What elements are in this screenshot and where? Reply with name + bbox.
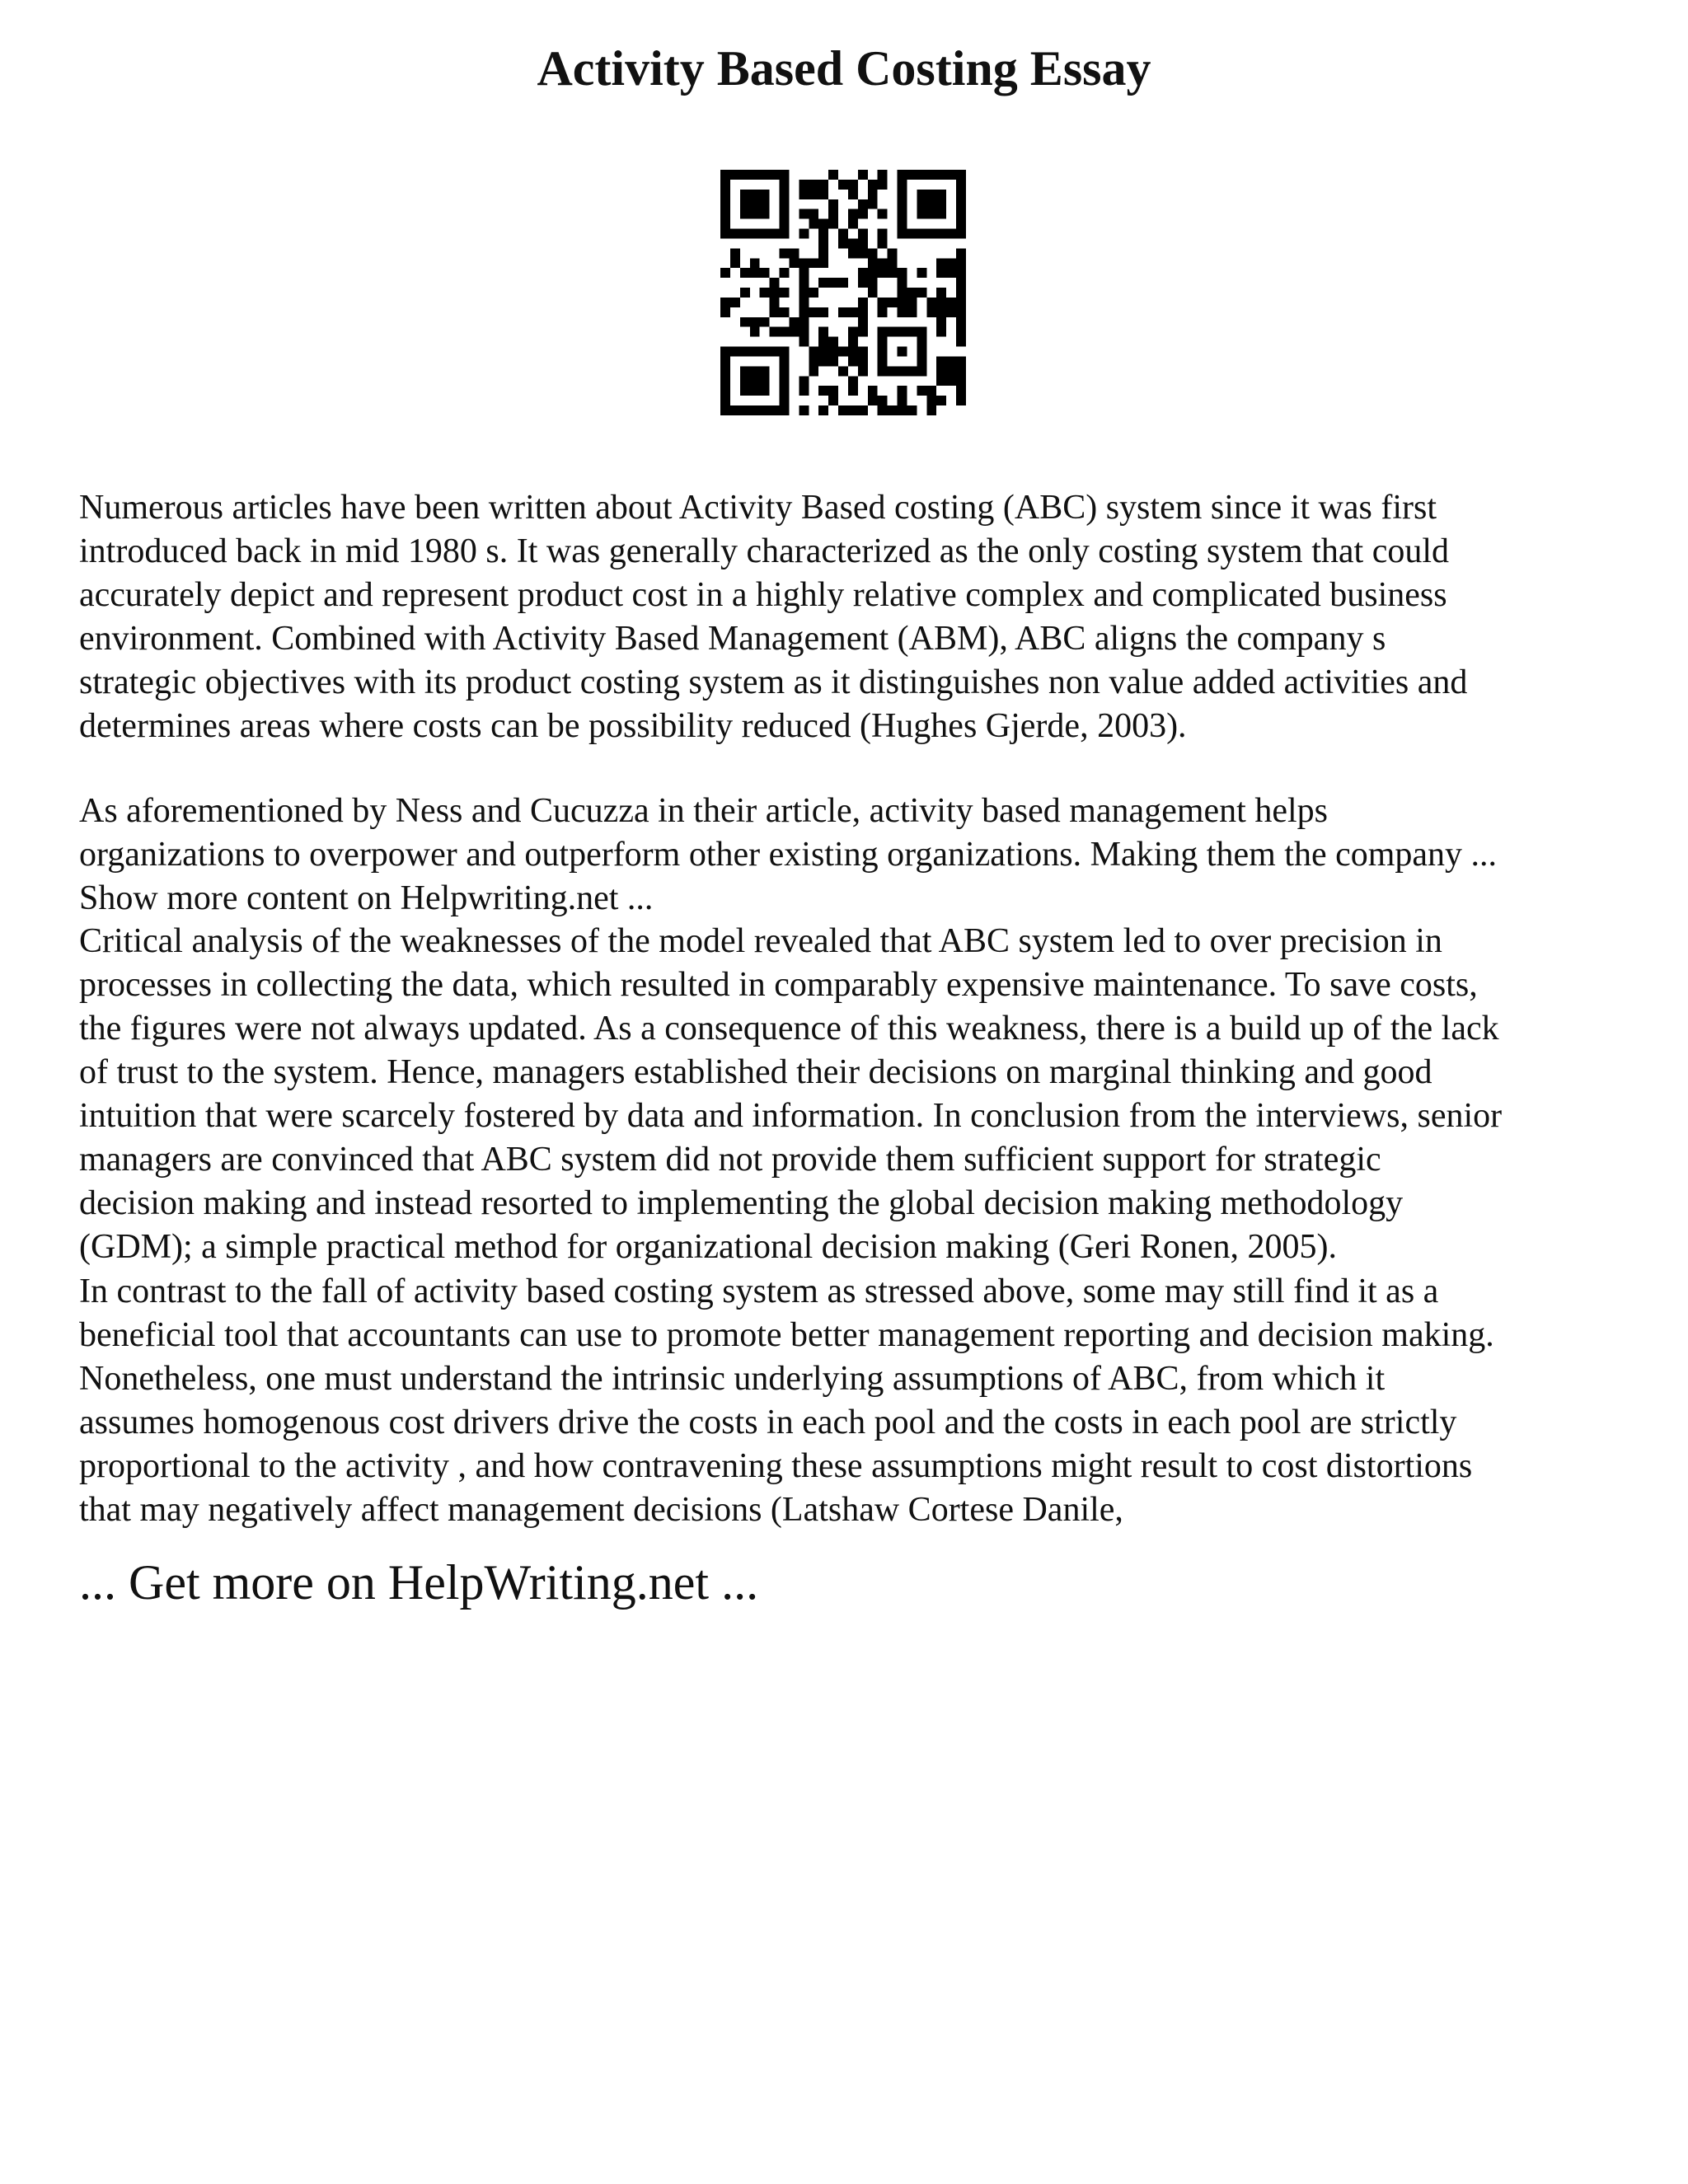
qr-code-image [720,170,966,415]
page-title: Activity Based Costing Essay [537,41,1151,96]
body-paragraph: Numerous articles have been written about Activity Based costing (ABC) system since it was first introduced back in mid 1980 s. It was generally characterized as the only costing system that could accurately depict and represent product cost in a highly relative complex and complicated business environment. Combined with Activity Based Management (ABM), ABC aligns the company s strategic objectives with its product costing system as it distinguishes non value added activities and determines areas where costs can be possibility reduced (Hughes Gjerde, 2003). [79,489,1468,745]
qr-code-graphic [720,170,966,415]
body-paragraph: In contrast to the fall of activity based costing system as stressed above, some may still find it as a beneficial tool that accountants can use to promote better management reporting and decision making. Nonetheless, one must understand the intrinsic underlying assumptions of ABC, from which it assumes homogenous cost drivers drive the costs in each pool and the costs in each pool are strictly proportional to the activity , and how contravening these assumptions might result to cost distortions that may negatively affect management decisions (Latshaw Cortese Danile, [79,1272,1494,1529]
body-paragraph: Critical analysis of the weaknesses of the model revealed that ABC system led to over precision in processes in collecting the data, which resulted in comparably expensive maintenance. To save costs, the figures were not always updated. As a consequence of this weakness, there is a build up of the lack of trust to the system. Hence, managers established their decisions on marginal thinking and good intuition that were scarcely fostered by data and information. In conclusion from the interviews, senior managers are convinced that ABC system did not provide them sufficient support for strategic decision making and instead resorted to implementing the global decision making methodology (GDM); a simple practical method for organizational decision making (Geri Ronen, 2005). [79,922,1503,1266]
get-more-link[interactable]: ... Get more on HelpWriting.net ... [79,1555,759,1610]
body-paragraph: As aforementioned by Ness and Cucuzza in their article, activity based management helps organizations to overpower and outperform other existing organizations. Making them the company ... Show more content on Helpwriting.net ... [79,792,1498,917]
